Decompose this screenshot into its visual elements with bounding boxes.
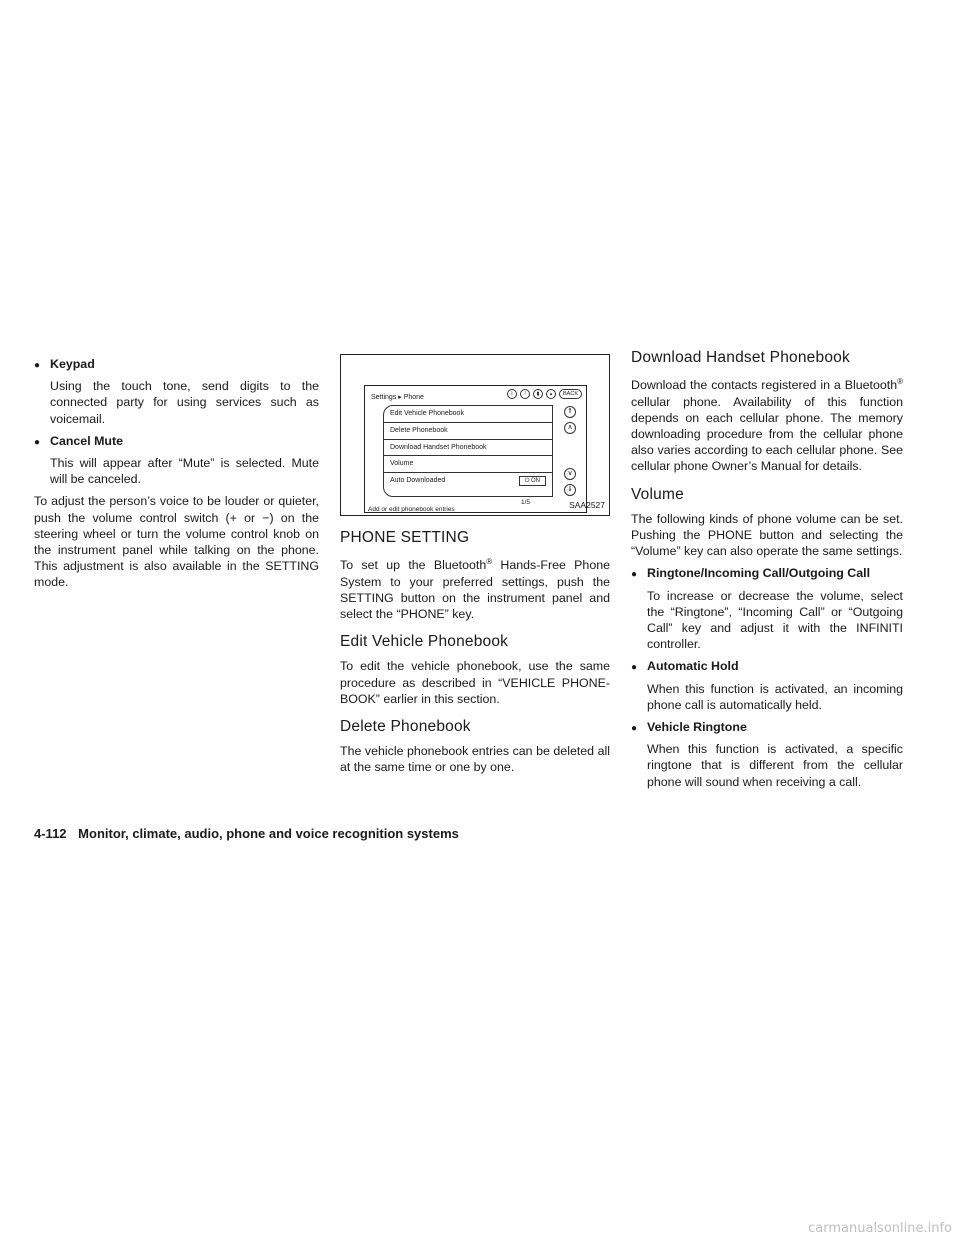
registered-mark: ® [486,557,493,567]
signal-icon: ▴ [546,389,556,399]
page-footer [34,826,459,841]
screen-title: Settings ▸ Phone [371,394,424,401]
bullet-ringtone [631,565,903,583]
phone-icon: ! [520,389,530,399]
edit-vehicle-phonebook-title: Edit Vehicle Phonebook [340,633,509,651]
download-handset-text [631,374,903,474]
menu-item-edit-vehicle-phonebook[interactable]: Edit Vehicle Phonebook [384,406,552,423]
watermark: carmanualsonline.info [808,1221,952,1236]
bullet-keypad [34,356,319,374]
bullet-icon: ● [34,360,41,371]
page-up-icon[interactable]: ⇑ [564,406,576,418]
section-title: Monitor, climate, audio, phone and voice recognition systems [78,826,459,841]
automatic-hold-text: When this function is activated, an incoming phone call is automatically held. [647,681,903,712]
menu-item-auto-downloaded[interactable] [384,473,552,489]
vehicle-ringtone-heading: Vehicle Ringtone [647,719,747,734]
scroll-up-icon[interactable]: ∧ [564,422,576,434]
edit-vehicle-phonebook-text: To edit the vehicle phonebook, use the same procedure as described in “VEHICLE PHONE-BOOK” earlier in this section. [340,659,610,706]
bluetooth-icon: ᛒ [507,389,517,399]
download-text-a: Download the contacts registered in a Bluetooth [631,378,898,393]
column-1 [34,350,319,597]
screen-display [364,385,587,513]
cancel-mute-heading: Cancel Mute [50,433,123,448]
bullet-icon: ● [631,662,638,674]
menu-item-download-handset-phonebook[interactable]: Download Handset Phonebook [384,440,552,457]
registered-mark: ® [897,377,903,387]
page-number: 4-112 [34,826,67,841]
toggle-value: ON [531,478,540,485]
vehicle-ringtone-text: When this function is activated, a specific ringtone that is different from the cellular phone will sound when receiving a call. [647,742,903,789]
hint-text: Add or edit phonebook entries [368,506,455,513]
volume-text: The following kinds of phone volume can be set. Pushing the PHONE button and selecting the “Volume” key can also operate the same settings. [631,511,903,559]
battery-icon: ▮ [533,389,543,399]
download-handset-title: Download Handset Phonebook [631,349,850,366]
status-icons [507,389,582,399]
volume-title: Volume [631,485,684,503]
figure-code: SAA2527 [569,499,605,510]
bullet-cancel-mute [34,433,319,451]
menu-item-volume[interactable]: Volume [384,456,552,473]
bullet-automatic-hold [631,658,903,676]
bullet-vehicle-ringtone [631,719,903,737]
auto-downloaded-toggle[interactable]: ⏻ ON [519,476,546,486]
phone-setting-text-a: To set up the Bluetooth [340,558,487,573]
phone-settings-figure [340,354,610,516]
keypad-heading: Keypad [50,357,95,371]
delete-phonebook-text: The vehicle phonebook entries can be deleted all at the same time or one by one. [340,744,610,775]
scrollbar[interactable] [564,406,578,496]
page-indicator: 1/5 [521,499,531,506]
phone-setting-title: PHONE SETTING [340,529,470,546]
bullet-icon: ● [631,569,638,581]
cancel-mute-text: This will appear after “Mute” is selected. Mute will be canceled. [50,456,319,487]
column-3 [631,350,903,796]
settings-menu [383,405,553,497]
download-text-b: cellular phone. Availability of this function depends on each cellular phone. The memory downloading procedure from the cellular phone also varies according to each cellular phone. See cellular phone Owner’s Manual for details. [631,394,903,474]
phone-setting-text [340,554,610,622]
auto-downloaded-label: Auto Downloaded [390,477,446,485]
column-2 [340,350,610,782]
ringtone-text: To increase or decrease the volume, select the “Ringtone”, “Incoming Call” or “Outgoing Call” key and adjust it with the INFINITI controller. [647,588,903,652]
volume-adjust-text: To adjust the person’s voice to be louder or quieter, push the volume control switch (+ or −) on the steering wheel or turn the volume control knob on the instrument panel while talking on the phone. This adjustment is also available in the SETTING mode. [34,494,319,590]
phone-setting-text-b: Hands-Free Phone System to your preferred settings, push the SETTING button on the instrument panel and select the “PHONE” key. [340,558,610,621]
scroll-down-icon[interactable]: ∨ [564,468,576,480]
delete-phonebook-title: Delete Phonebook [340,717,471,735]
page-down-icon[interactable]: ⇓ [564,484,576,496]
automatic-hold-heading: Automatic Hold [647,659,739,674]
bullet-icon: ● [34,436,41,448]
menu-item-delete-phonebook[interactable]: Delete Phonebook [384,423,552,440]
back-button[interactable]: BACK [559,389,582,399]
bullet-icon: ● [631,722,638,734]
keypad-text: Using the touch tone, send digits to the connected party for using services such as voicemail. [50,379,319,426]
ringtone-heading: Ringtone/Incoming Call/Outgoing Call [647,566,871,581]
